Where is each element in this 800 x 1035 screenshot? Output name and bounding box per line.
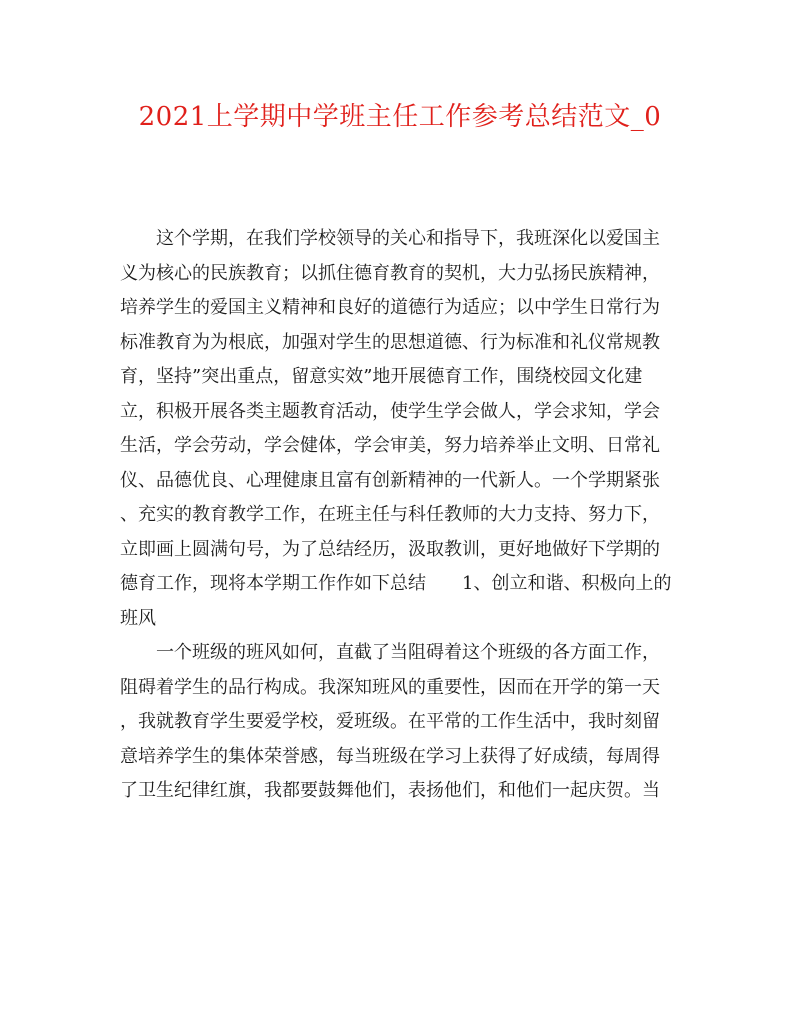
paragraph-line: 仪、品德优良、心理健康且富有创新精神的一代新人。一个学期紧张: [120, 469, 660, 491]
document-title: 2021上学期中学班主任工作参考总结范文_0: [138, 102, 662, 132]
paragraph-line: 育，坚持”突出重点，留意实效”地开展德育工作，围绕校园文化建: [120, 366, 643, 387]
paragraph-line: 生活，学会劳动，学会健体，学会审美，努力培养举止文明、日常礼: [120, 435, 660, 456]
paragraph-line: 立即画上圆满句号，为了总结经历，汲取教训，更好地做好下学期的: [120, 538, 660, 560]
paragraph-line: 、充实的教育教学工作，在班主任与科任教师的大力支持、努力下，: [120, 504, 660, 525]
paragraph-line: 培养学生的爱国主义精神和良好的道德行为适应；以中学生日常行为: [120, 297, 660, 318]
section-heading-continued: 班风: [120, 607, 156, 629]
paragraph-line: 意培养学生的集体荣誉感，每当班级在学习上获得了好成绩，每周得: [120, 745, 660, 767]
paragraph-line: 标准教育为为根底，加强对学生的思想道德、行为标准和礼仪常规教: [120, 331, 660, 353]
paragraph-text: 德育工作，现将本学期工作作如下总结: [120, 573, 426, 594]
paragraph-line: 一个班级的班风如何，直截了当阻碍着这个班级的各方面工作，: [156, 642, 660, 663]
paragraph-line: 义为核心的民族教育；以抓住德育教育的契机，大力弘扬民族精神，: [120, 262, 660, 284]
paragraph-line: 了卫生纪律红旗，我都要鼓舞他们，表扬他们，和他们一起庆贺。当: [120, 780, 660, 801]
paragraph-line: ，我就教育学生要爱学校，爱班级。在平常的工作生活中，我时刻留: [120, 711, 660, 732]
paragraph-line: 立，积极开展各类主题教育活动，使学生学会做人，学会求知，学会: [120, 400, 660, 422]
paragraph-line-with-heading: [120, 569, 680, 604]
document-body: [120, 224, 680, 811]
section-heading: 1、创立和谐、积极向上的: [462, 573, 672, 594]
paragraph-line: 阻碍着学生的品行构成。我深知班风的重要性，因而在开学的第一天: [120, 676, 660, 698]
paragraph-line: 这个学期，在我们学校领导的关心和指导下，我班深化以爱国主: [156, 228, 660, 249]
